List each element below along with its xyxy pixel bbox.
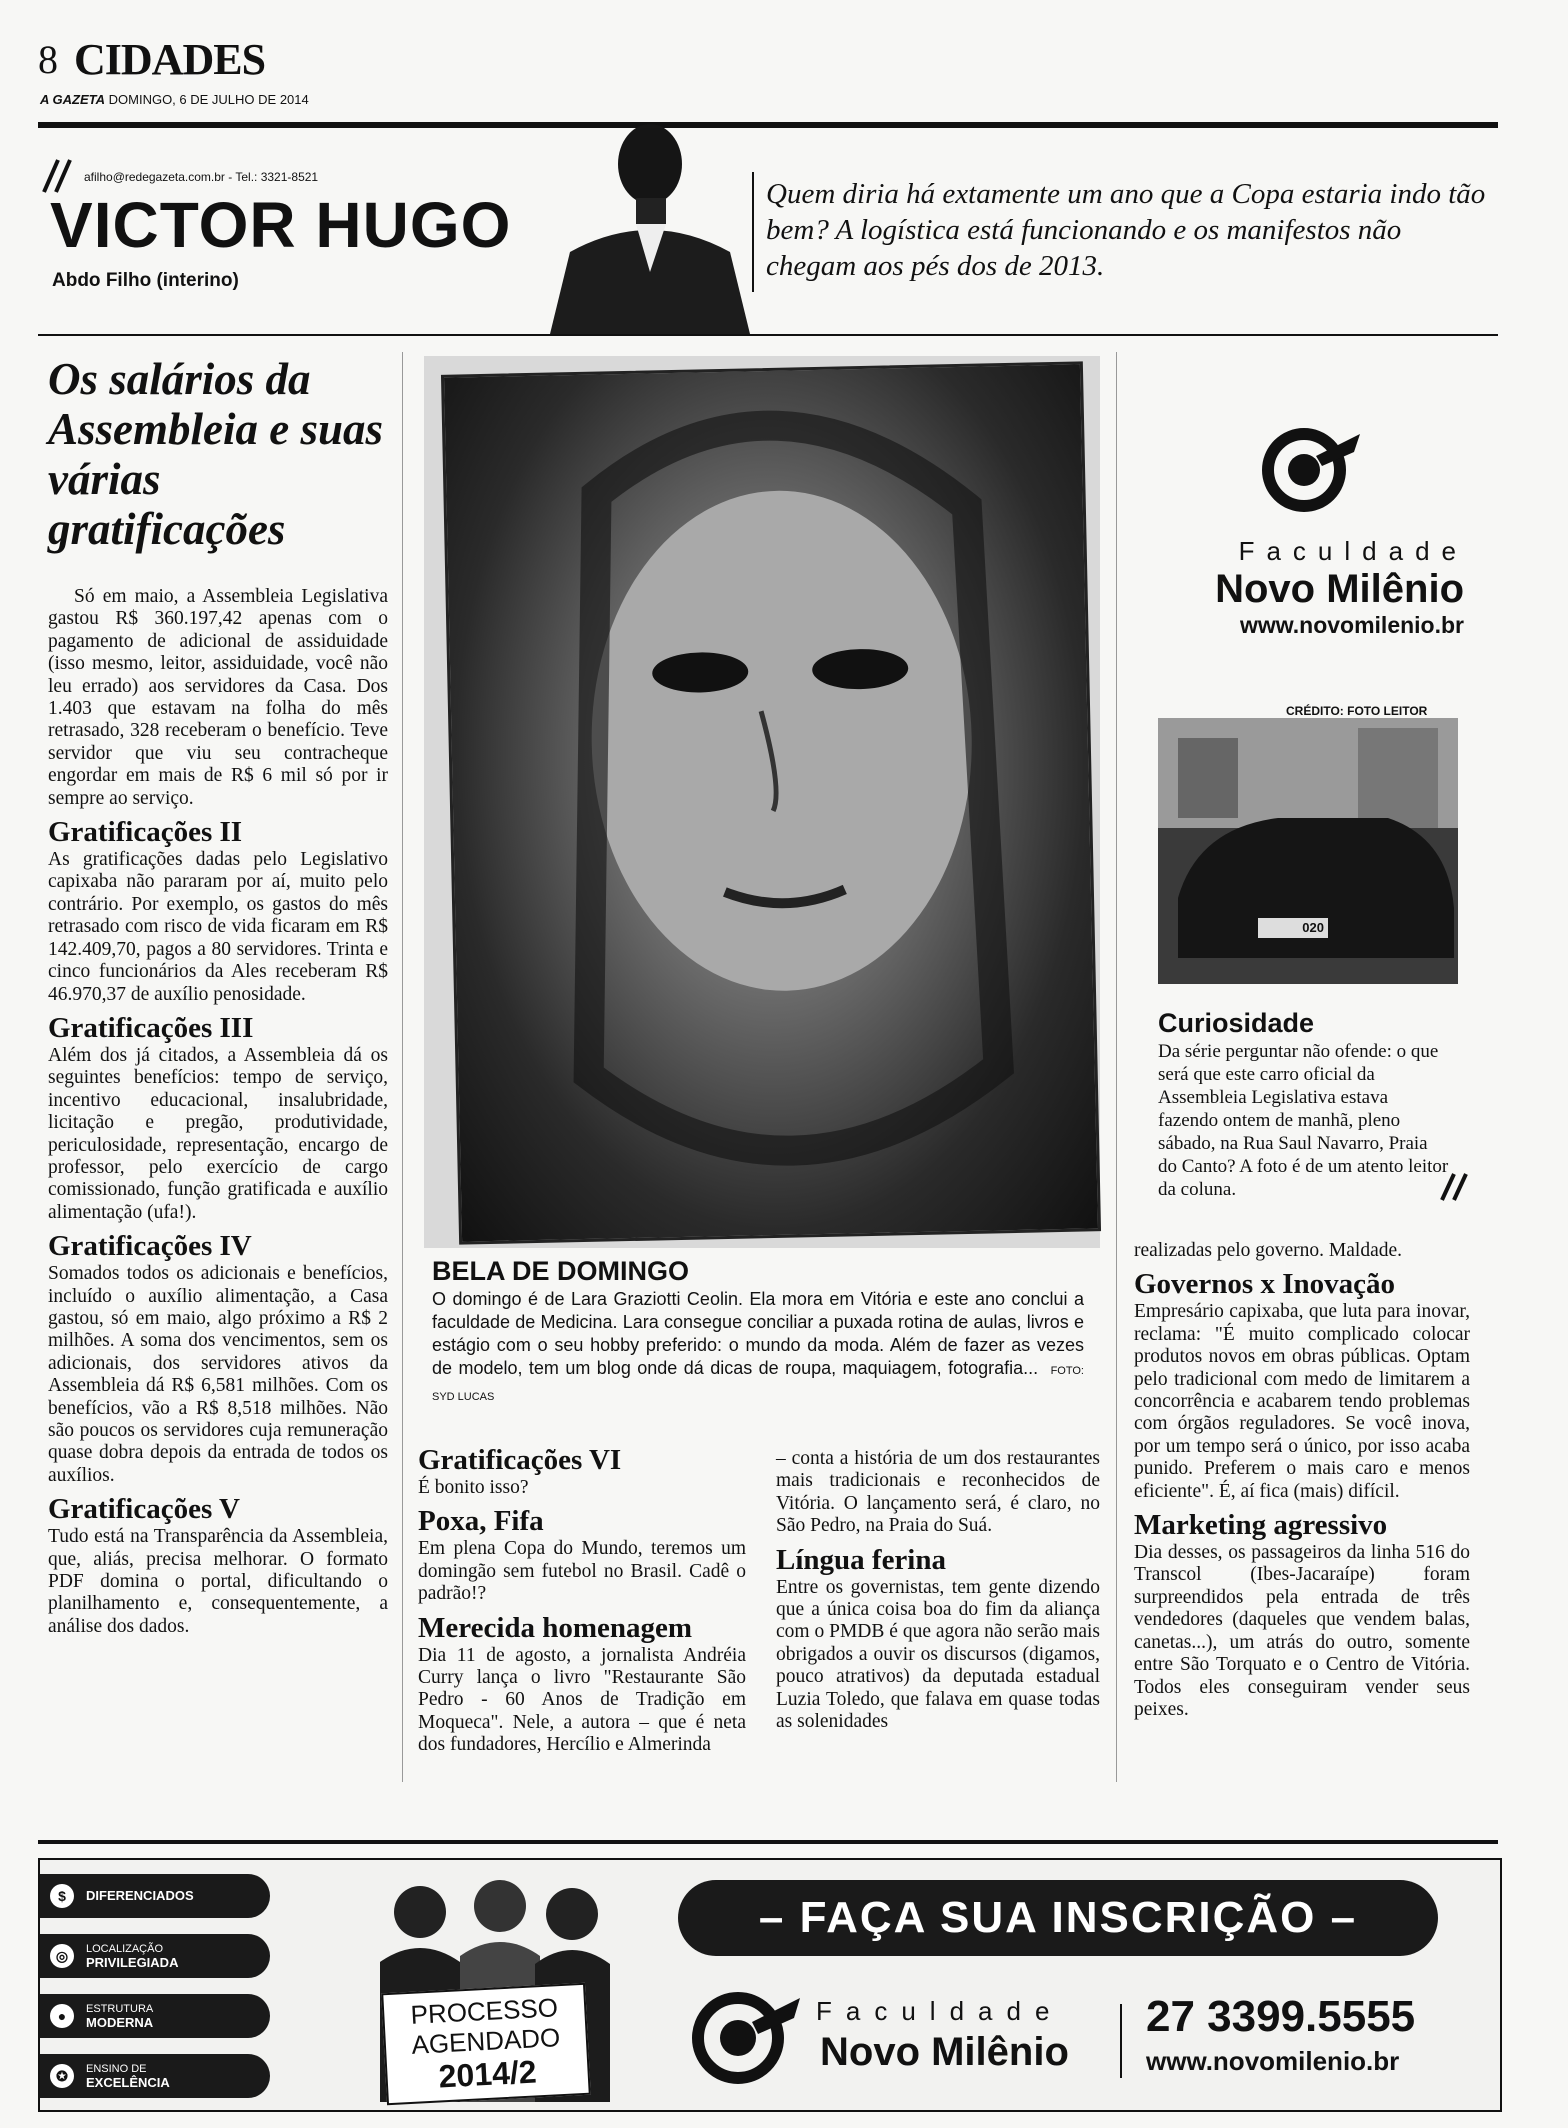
column-contact: afilho@redegazeta.com.br - Tel.: 3321-8521 (84, 170, 319, 184)
masthead-bottom-rule (38, 334, 1498, 336)
section-text-2: As gratificações dadas pelo Legislativo capixaba não pararam por aí, muito pelo contrário. Por exemplo, os gastos do mês retrasado com risco de vida ficaram em R$ 142.409,70, pagos a 80 servidores. Trinta e cinco funcionários da Ales receberam R$ 46.970,37 de auxílio penosidade. (48, 849, 388, 1005)
ad-url[interactable]: www.novomilenio.br (1146, 2046, 1400, 2076)
section-title-2: Gratificações II (48, 816, 243, 849)
sidebar-ad (1128, 370, 1500, 666)
section-text-3: Além dos já citados, a Assembleia dá os seguintes benefícios: tempo de serviço, incentivo educacional, insalubridade, licitação e pregão, produtividade, periculosidade, representação, encargo de professor, pelo exercício de cargo comissionado, função gratificada e auxílio alimentação (ufa!). (48, 1044, 388, 1223)
ad-top-rule (38, 1840, 1498, 1844)
note-title-governos-inovacao: Governos x Inovação (1134, 1268, 1395, 1301)
car-photo (1158, 718, 1458, 984)
section-title-5: Gratificações V (48, 1493, 240, 1526)
column-byline: Abdo Filho (interino) (52, 270, 239, 291)
columnist-photo (540, 112, 760, 334)
quote-divider (752, 172, 754, 292)
ad-feature-2-big: PRIVILEGIADA (86, 1955, 179, 1970)
ad-feature-3 (40, 1994, 270, 2038)
ad-sign (381, 1983, 591, 2106)
novo-milenio-logo-icon (1256, 416, 1366, 516)
sidebar-notes (1134, 1240, 1470, 1721)
column-quote: Quem diria há extamente um ano que a Copa estaria indo tão bem? A logística está funcionando e os manifestos não chegam aos pés dos de 2013. (766, 178, 1486, 282)
section-title-3: Gratificações III (48, 1011, 254, 1044)
note-text-governos-inovacao: Empresário capixaba, que luta para inovar, reclama: "É muito complicado colocar produtos novos em obras públicas. Optam pelo tradicional com medo de limitarem a concorrência e acabarem tendo problemas com órgãos reguladores. Se você inova, por um tempo será o único, por isso acaba punido. Preferem o mais caro e menos eficiente". É, aí fica (mais) difícil. (1134, 1301, 1470, 1502)
dateline-date: DOMINGO, 6 DE JULHO DE 2014 (108, 92, 309, 107)
note-title-lingua-ferina: Língua ferina (776, 1543, 946, 1576)
right-column-divider (1116, 352, 1117, 1782)
section-title: CIDADES (74, 35, 266, 84)
section-text-4: Somados todos os adicionais e benefícios, incluído o auxílio alimentação, a Casa gastou, só em maio, algo próximo a R$ 2 milhões. A soma dos vencimentos, sem os adicionais, dos servidores ativos da Assembleia dá R$ 6,581 milhões. Com os benefícios, vão a R$ 8,518 milhões. Não são poucos os servidores cuja remuneração quase dobra depois da entrada de todos os auxílios. (48, 1263, 388, 1486)
dollar-icon: $ (50, 1884, 74, 1908)
feature-credit: FOTO: SYD LUCAS (432, 1365, 1084, 1403)
car-plate: 020 (1302, 920, 1324, 935)
feature-caption: O domingo é de Lara Graziotti Ceolin. Ela mora em Vitória e este ano conclui a faculdade de Medicina. Lara consegue conciliar a puxada rotina de aulas, livros e estágio com o seu hobby preferido: o mundo da moda. Além de fazer as vezes de modelo, tem um blog onde dá dicas de roupa, maquiagem, fotografia... (432, 1289, 1084, 1378)
center-notes-left (418, 1444, 746, 1757)
photo-credit: CRÉDITO: FOTO LEITOR (1286, 704, 1428, 718)
ad-brand-divider (1120, 2004, 1122, 2078)
ad-feature-2-small: LOCALIZAÇÃO (86, 1943, 164, 1955)
note-title-gratificacoes-vi: Gratificações VI (418, 1444, 622, 1476)
note-text-lingua-ferina: Entre os governistas, tem gente dizendo que a única coisa boa do fim da aliança com o PMDB é que agora não serão mais obrigados a ouvir os discursos (digamos, pouco atrativos) da deputada estadual Luzia Toledo, que falava em quase todas as solenidades (776, 1576, 1100, 1733)
curiosity-text: Da série perguntar não ofende: o que será que este carro oficial da Assembleia Legislativa estava fazendo ontem de manhã, pleno sábado, na Rua Saul Navarro, Praia do Canto? A foto é de um atento leitor da coluna. (1158, 1041, 1449, 1200)
sidebar-continuation: realizadas pelo governo. Maldade. (1134, 1240, 1403, 1261)
main-headline: Os salários da Assembleia e suas várias gratificações (48, 354, 384, 554)
header-rule (38, 122, 1498, 128)
dateline-paper: A GAZETA (40, 92, 105, 107)
note-continuation: – conta a história de um dos restaurantes mais tradicionais e reconhecidos de Vitória. O lançamento será, é claro, no São Pedro, na Praia do Suá. (776, 1448, 1100, 1537)
main-lead: Só em maio, a Assembleia Legislativa gastou R$ 360.197,42 apenas com o pagamento de adicional de assiduidade (isso mesmo, leitor, assiduidade, você não leu errado) aos servidores da Casa. Dos 1.403 que estavam na folha do mês retrasado, 328 receberam o benefício. Teve servidor que viu seu contracheque engordar em mais de R$ 6 mil só por ir sempre ao serviço. (48, 586, 388, 809)
sidebar-ad-brand-line2: Novo Milênio (1215, 567, 1464, 611)
ad-phone: 27 3399.5555 (1146, 1992, 1416, 2041)
ad-feature-3-small: ESTRUTURA (86, 2003, 154, 2015)
note-text-merecida-homenagem: Dia 11 de agosto, a jornalista Andréia Curry lança o livro "Restaurante São Pedro - 60 Anos de Tradição em Moqueca". Nele, a autora – que é neta dos fundadores, Hercílio e Almerinda (418, 1644, 746, 1756)
sidebar-ad-url: www.novomilenio.br (1239, 612, 1464, 638)
feature-caption-block (432, 1288, 1084, 1409)
ad-brand-line2: Novo Milênio (820, 2030, 1069, 2074)
ad-logo-icon (686, 1978, 806, 2090)
note-text-marketing-agressivo: Dia desses, os passageiros da linha 516 do Transcol (Ibes-Jacaraípe) foram surpreendidos pela entrada de três vendedores (daqueles que vendem balas, canetas...), um atrás do outro, somente entre São Torquato e o Centro de Vitória. Todos eles conseguiram vender seus peixes. (1134, 1542, 1470, 1720)
column-title: VICTOR HUGO (50, 189, 512, 261)
ad-sign-line3: 2014/2 (437, 2053, 538, 2095)
main-story-body (48, 586, 388, 1638)
ad-feature-4-small: ENSINO DE (86, 2063, 147, 2075)
ad-feature-1 (40, 1874, 270, 1918)
dateline (40, 92, 309, 107)
curiosity-title: Curiosidade (1158, 1008, 1315, 1038)
location-icon: ◎ (50, 1944, 74, 1968)
ad-sign-line2: AGENDADO (410, 2022, 561, 2060)
sidebar-ad-brand-line1: Faculdade (1238, 536, 1468, 566)
feature-photo (441, 361, 1101, 1244)
section-text-5: Tudo está na Transparência da Assembleia, que, aliás, precisa melhorar. O formato PDF domina o portal, dificultando o planilhamento e, consequentemente, a análise dos dados. (48, 1526, 388, 1637)
ad-feature-1-big: DIFERENCIADOS (86, 1888, 194, 1903)
center-notes-right (776, 1448, 1100, 1733)
ad-feature-4 (40, 2054, 270, 2098)
note-title-merecida-homenagem: Merecida homenagem (418, 1611, 693, 1644)
ad-cta-banner[interactable]: – FAÇA SUA INSCRIÇÃO – (678, 1880, 1438, 1956)
section-title-4: Gratificações IV (48, 1230, 252, 1263)
page-number: 8 (38, 37, 58, 82)
ad-feature-2 (40, 1934, 270, 1978)
ad-brand-line1: Faculdade (816, 1996, 1064, 2026)
note-title-marketing-agressivo: Marketing agressivo (1134, 1509, 1388, 1542)
slash-mark-sidebar (1438, 1172, 1472, 1202)
ad-feature-3-big: MODERNA (86, 2015, 154, 2030)
note-text-poxa-fifa: Em plena Copa do Mundo, teremos um domingão sem futebol no Brasil. Cadê o padrão!? (418, 1538, 746, 1605)
note-text-gratificacoes-vi: É bonito isso? (418, 1477, 529, 1498)
star-icon: ✪ (50, 2064, 74, 2088)
note-title-poxa-fifa: Poxa, Fifa (418, 1505, 544, 1538)
structure-icon: ● (50, 2004, 74, 2028)
ad-sign-line1: PROCESSO (409, 1992, 559, 2030)
ad-feature-4-big: EXCELÊNCIA (86, 2075, 170, 2090)
feature-title: BELA DE DOMINGO (432, 1256, 690, 1286)
left-column-divider (402, 352, 403, 1782)
